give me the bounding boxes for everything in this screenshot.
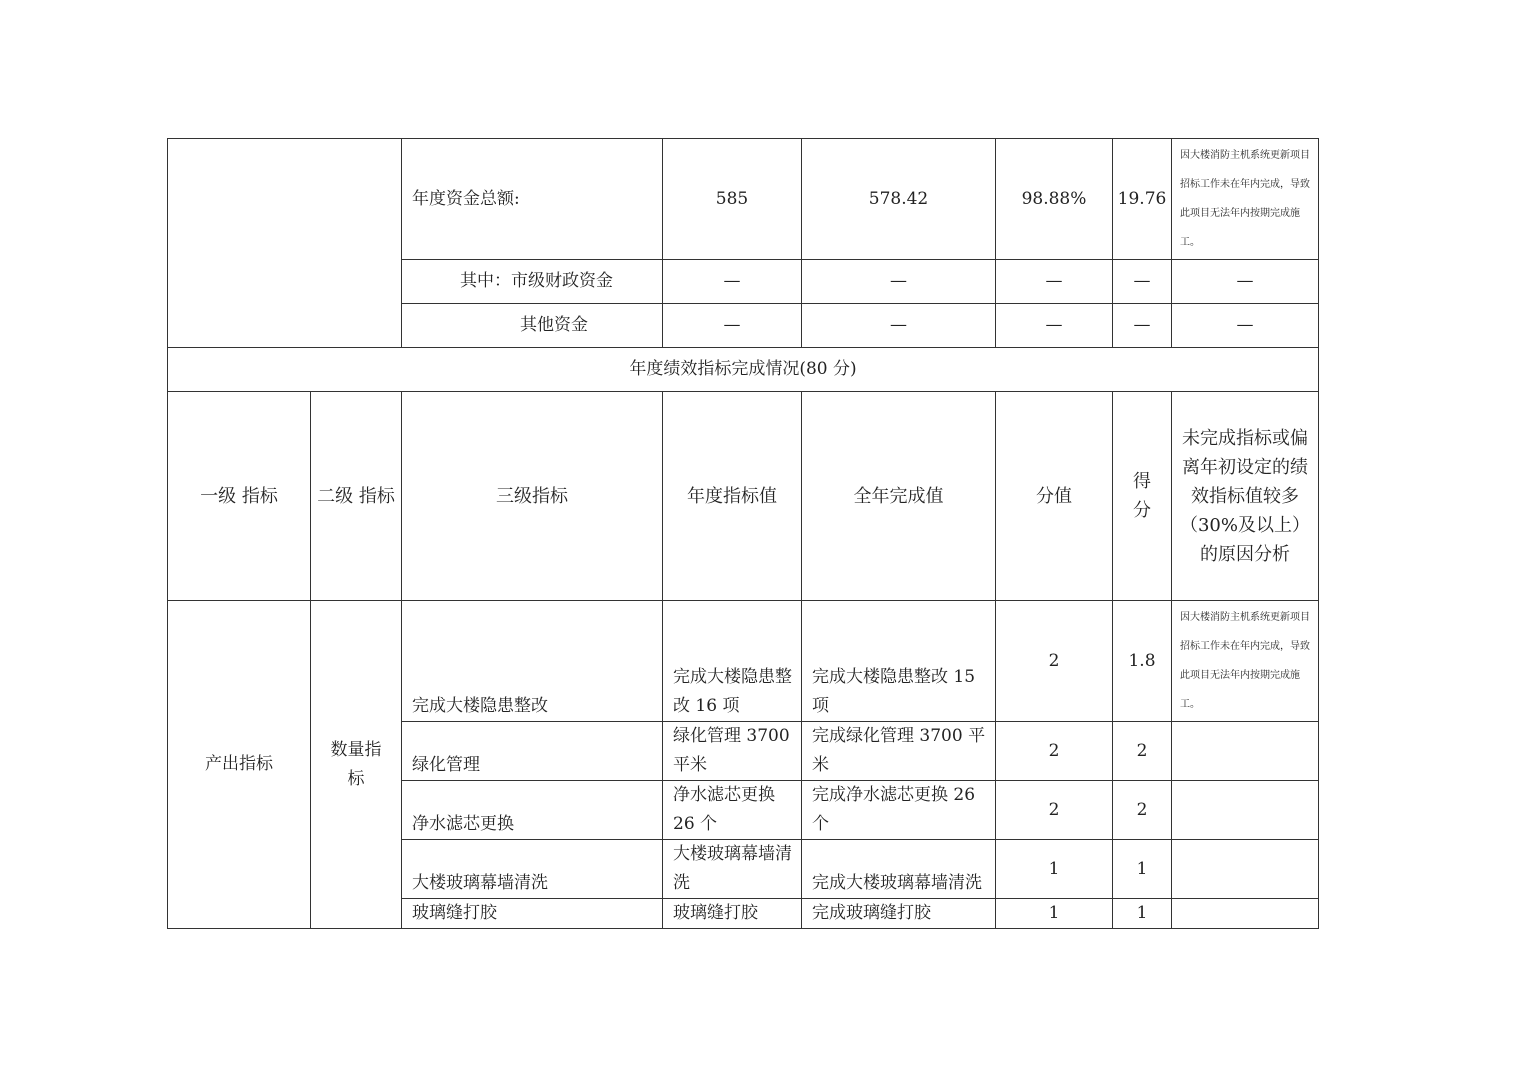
row-score: 1 [1113,899,1172,929]
row-points: 2 [996,722,1113,781]
row-score: 1 [1113,840,1172,899]
row-actual: 完成绿化管理 3700 平米 [802,722,996,781]
row-actual: 完成净水滤芯更换 26 个 [802,781,996,840]
row-points: 2 [996,781,1113,840]
funds-total-label: 年度资金总额: [402,139,663,260]
funds-other-value: — [1113,304,1172,348]
funds-city-value: — [996,260,1113,304]
funds-total-rate: 98.88% [996,139,1113,260]
row-target: 玻璃缝打胶 [663,899,802,929]
funds-total-note: 因大楼消防主机系统更新项目招标工作未在年内完成，导致此项目无法年内按期完成施工。 [1172,139,1319,260]
funds-city-value: — [663,260,802,304]
funds-other-value: — [663,304,802,348]
header-row [168,392,1319,601]
table-row [168,601,1319,722]
funds-total-annual-budget: 585 [663,139,802,260]
funds-city-value: — [802,260,996,304]
row-score: 1.8 [1113,601,1172,722]
funds-other-label: 其他资金 [402,304,663,348]
funds-city-value: — [1113,260,1172,304]
header-score: 得分 [1113,392,1172,601]
funds-other-value: — [1172,304,1319,348]
row-score: 2 [1113,722,1172,781]
row-points: 2 [996,601,1113,722]
funds-total-row [168,139,1319,260]
row-score: 2 [1113,781,1172,840]
row-actual: 完成大楼隐患整改 15 项 [802,601,996,722]
header-actual: 全年完成值 [802,392,996,601]
funds-city-value: — [1172,260,1319,304]
row-level3: 玻璃缝打胶 [402,899,663,929]
header-level1: 一级 指标 [168,392,311,601]
section-title-row [168,348,1319,392]
row-actual: 完成玻璃缝打胶 [802,899,996,929]
row-points: 1 [996,840,1113,899]
row-target: 大楼玻璃幕墙清洗 [663,840,802,899]
header-points: 分值 [996,392,1113,601]
row-points: 1 [996,899,1113,929]
row-target: 完成大楼隐患整改 16 项 [663,601,802,722]
funds-other-value: — [802,304,996,348]
performance-table [167,138,1319,929]
section-title: 年度绩效指标完成情况(80 分) [168,348,1319,392]
header-reason: 未完成指标或偏离年初设定的绩效指标值较多（30%及以上）的原因分析 [1172,392,1319,601]
row-level3: 大楼玻璃幕墙清洗 [402,840,663,899]
row-level3: 净水滤芯更换 [402,781,663,840]
funds-total-score: 19.76 [1113,139,1172,260]
header-level3: 三级指标 [402,392,663,601]
funds-blank-cell [168,139,402,348]
row-reason [1172,899,1319,929]
row-target: 净水滤芯更换 26 个 [663,781,802,840]
group-level2: 数量指标 [311,601,402,929]
header-level2: 二级 指标 [311,392,402,601]
funds-other-value: — [996,304,1113,348]
header-target: 年度指标值 [663,392,802,601]
funds-city-label: 其中：市级财政资金 [402,260,663,304]
row-reason: 因大楼消防主机系统更新项目招标工作未在年内完成，导致此项目无法年内按期完成施工。 [1172,601,1319,722]
row-reason [1172,722,1319,781]
row-reason [1172,840,1319,899]
funds-total-actual: 578.42 [802,139,996,260]
row-reason [1172,781,1319,840]
row-level3: 绿化管理 [402,722,663,781]
row-target: 绿化管理 3700 平米 [663,722,802,781]
row-actual: 完成大楼玻璃幕墙清洗 [802,840,996,899]
group-level1: 产出指标 [168,601,311,929]
row-level3: 完成大楼隐患整改 [402,601,663,722]
